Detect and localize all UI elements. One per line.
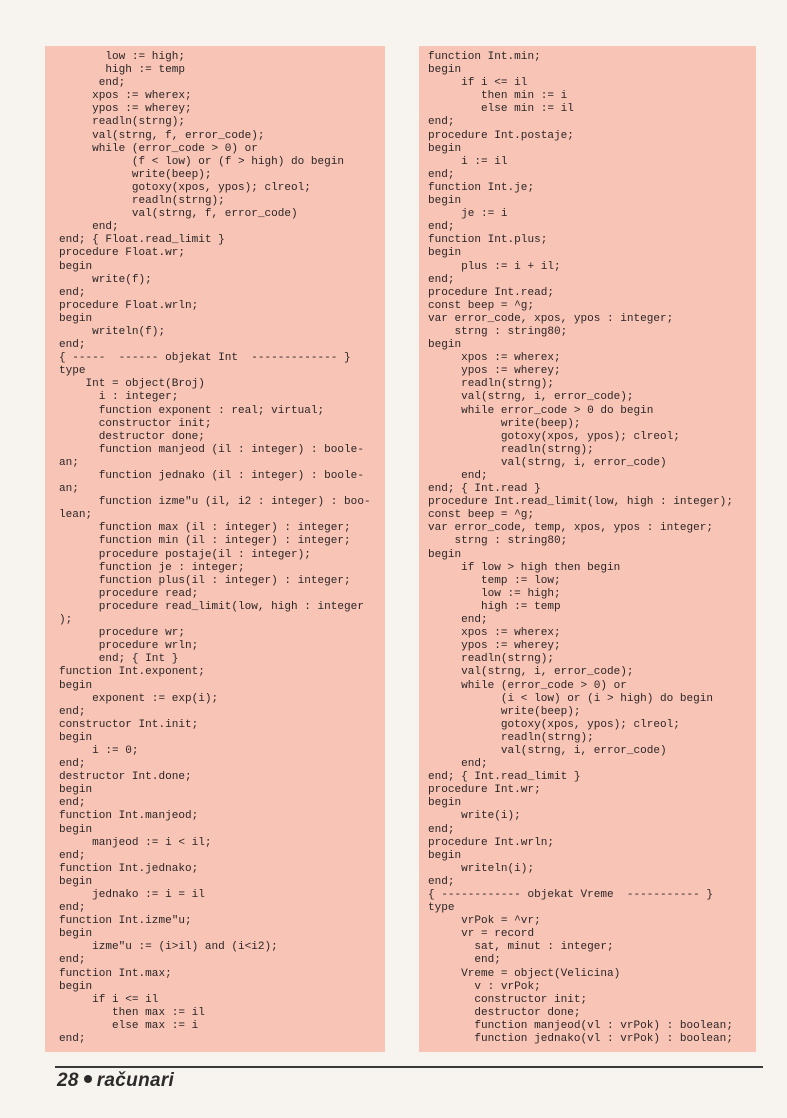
footer-rule	[55, 1066, 763, 1068]
page-footer	[57, 1070, 174, 1092]
magazine-name: računari	[96, 1070, 175, 1091]
page-number: 28	[57, 1070, 79, 1091]
left-code-column	[45, 46, 385, 1052]
right-code-listing: function Int.min; begin if i <= il then min := i else min := il end; procedure Int.postaje; begin i := il end; function Int.je; begin je := i end; function Int.plus; begin plus := i + il; end; procedure Int.read; const beep = ^g; var error_code, xpos, ypos : integer; strng : string80; begin xpos := wherex; ypos := wherey; readln(strng); val(strng, i, error_code); while error_code > 0 do begin write(beep); gotoxy(xpos, ypos); clreol; readln(strng); val(strng, i, error_code) end; end; { Int.read } procedure Int.read_limit(low, high : integer); const beep = ^g; var error_code, temp, xpos, ypos : integer; strng : string80; begin if low > high then begin temp := low; low := high; high := temp end; xpos := wherex; ypos := wherey; readln(strng); val(strng, i, error_code); while (error_code > 0) or (i < low) or (i > high) do begin write(beep); gotoxy(xpos, ypos); clreol; readln(strng); val(strng, i, error_code) end; end; { Int.read_limit } procedure Int.wr; begin write(i); end; procedure Int.wrln; begin writeln(i); end; { ------------ objekat Vreme ----------- } type vrPok = ^vr; vr = record sat, minut : integer; end; Vreme = object(Velicina) v : vrPok; constructor init; destructor done; function manjeod(vl : vrPok) : boolean; function jednako(vl : vrPok) : boolean;	[428, 51, 733, 1046]
left-code-listing: low := high; high := temp end; xpos := wherex; ypos := wherey; readln(strng); val(strng, f, error_code); while (error_code > 0) or (f < low) or (f > high) do begin write(beep); gotoxy(xpos, ypos); clreol; readln(strng); val(strng, f, error_code) end; end; { Float.read_limit } procedure Float.wr; begin write(f); end; procedure Float.wrln; begin writeln(f); end; { ----- ------ objekat Int ------------- } type Int = object(Broj) i : integer; function exponent : real; virtual; constructor init; destructor done; function manjeod (il : integer) : boole- an; function jednako (il : integer) : boole- an; function izme"u (il, i2 : integer) : boo- lean; function max (il : integer) : integer; function min (il : integer) : integer; procedure postaje(il : integer); function je : integer; function plus(il : integer) : integer; procedure read; procedure read_limit(low, high : integer ); procedure wr; procedure wrln; end; { Int } function Int.exponent; begin exponent := exp(i); end; constructor Int.init; begin i := 0; end; destructor Int.done; begin end; function Int.manjeod; begin manjeod := i < il; end; function Int.jednako; begin jednako := i = il end; function Int.izme"u; begin izme"u := (i>il) and (i<i2); end; function Int.max; begin if i <= il then max := il else max := i end;	[59, 51, 371, 1046]
right-code-column	[419, 46, 756, 1052]
bullet-separator-icon	[84, 1075, 92, 1083]
